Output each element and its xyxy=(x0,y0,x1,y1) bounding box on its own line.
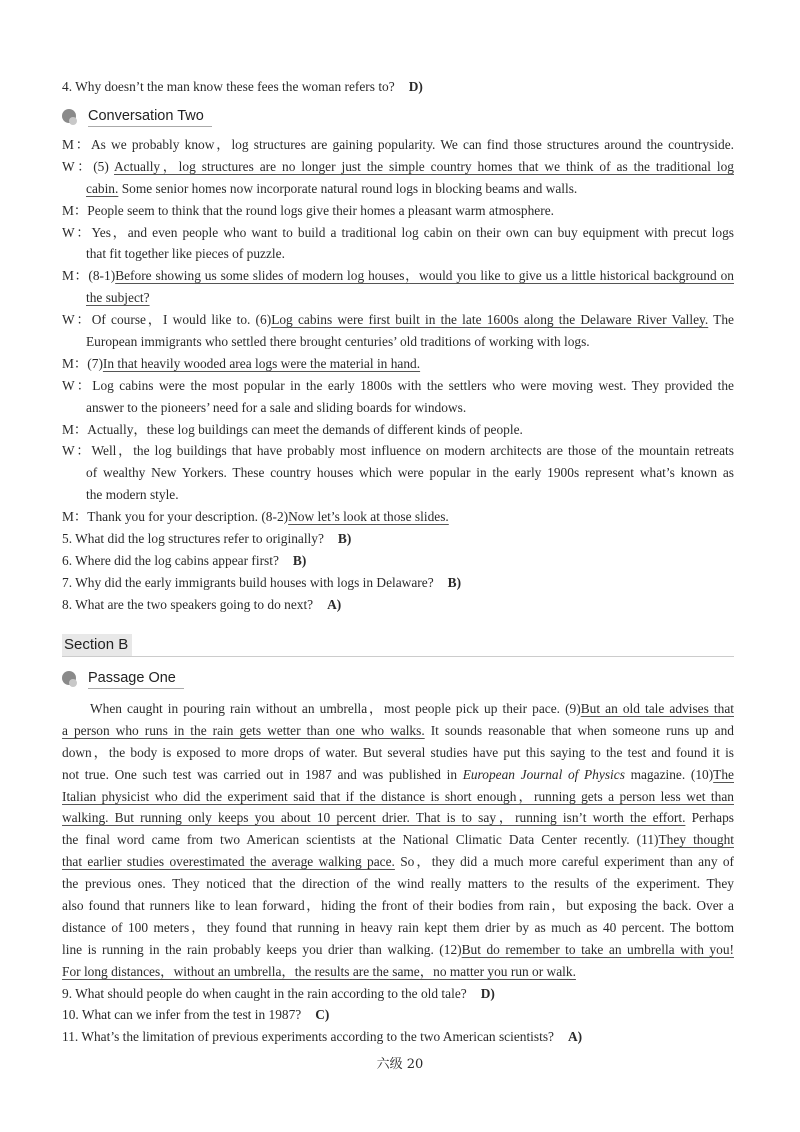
text-segment: M：People seem to think that the round logs give their homes a pleasant warm atmosphere. xyxy=(62,202,554,218)
text-line xyxy=(62,528,734,550)
passage-one-title: Passage One xyxy=(88,669,184,689)
text-line xyxy=(62,742,734,764)
question-4 xyxy=(62,76,734,98)
answer-letter: A) xyxy=(568,1029,583,1045)
text-segment: line is running in the rain probably keeps you drier than walking. (12) xyxy=(62,941,462,957)
text-segment: 6. Where did the log cabins appear first? xyxy=(62,552,279,568)
text-line xyxy=(62,550,734,572)
text-line xyxy=(62,895,734,917)
underlined-answer-text: In that heavily wooded area logs were the material in hand. xyxy=(102,355,421,371)
text-line xyxy=(62,134,734,156)
text-line xyxy=(62,873,734,895)
text-segment: not true. One such test was carried out in 1987 and was published in xyxy=(62,766,463,782)
text-segment: M：Actually，these log buildings can meet the demands of different kinds of people. xyxy=(62,421,523,437)
text-segment: European immigrants who settled there brought centuries’ old traditions of working with logs. xyxy=(86,334,590,350)
text-line xyxy=(62,178,734,200)
text-segment: 7. Why did the early immigrants build houses with logs in Delaware? xyxy=(62,574,434,590)
underlined-answer-text: They thought xyxy=(658,832,734,848)
text-segment: It sounds reasonable that when someone runs up and xyxy=(424,722,734,738)
underlined-answer-text: Before showing us some slides of modern log houses，would you like to give us a little historical background on xyxy=(115,268,734,284)
text-line xyxy=(62,698,734,720)
text-line xyxy=(62,222,734,244)
text-segment: W：Well，the log buildings that have probably most influence on modern architects are those of the mountain retreats xyxy=(62,443,734,459)
section-b-title: Section B xyxy=(62,634,132,656)
text-line xyxy=(62,440,734,462)
text-line xyxy=(62,851,734,873)
answer-letter: D) xyxy=(408,79,423,94)
text-segment: W：(5) xyxy=(62,158,115,174)
text-line xyxy=(62,983,734,1005)
bullet-circles-icon xyxy=(62,671,78,687)
text-line xyxy=(62,156,734,178)
text-line xyxy=(62,265,734,287)
underlined-answer-text: walking. But running only keeps you about 10 percent drier. That is to say，running isn’t worth the effort. xyxy=(62,810,686,826)
underlined-answer-text: For long distances，without an umbrella，the results are the same，no matter you run or walk. xyxy=(62,963,576,979)
text-segment: The xyxy=(708,312,734,328)
text-segment: 4. Why doesn’t the man know these fees the woman refers to? xyxy=(62,79,395,94)
text-segment: also found that runners like to lean forward，hiding the front of their bodies from rain，but exposing the back. Over a xyxy=(62,898,734,914)
text-segment: M：As we probably know，log structures are gaining popularity. We can find those structures around the countryside. xyxy=(62,137,734,152)
text-line xyxy=(62,786,734,808)
text-line xyxy=(62,200,734,222)
text-segment: that fit together like pieces of puzzle. xyxy=(86,246,285,262)
text-segment: 11. What’s the limitation of previous experiments according to the two American scientists? xyxy=(62,1029,554,1045)
text-segment: 10. What can we infer from the test in 1987? xyxy=(62,1007,302,1023)
text-line xyxy=(62,764,734,786)
underlined-answer-text: cabin. xyxy=(86,180,119,196)
text-line xyxy=(62,484,734,506)
text-segment: 8. What are the two speakers going to do next? xyxy=(62,596,314,612)
underlined-answer-text: that earlier studies overestimated the average walking pace. xyxy=(62,854,395,870)
underlined-answer-text: Log cabins were first built in the late 1600s along the Delaware River Valley. xyxy=(271,312,709,328)
text-segment: 9. What should people do when caught in the rain according to the old tale? xyxy=(62,985,467,1001)
page-number: 六级 20 xyxy=(376,1057,424,1072)
text-line xyxy=(62,829,734,851)
answer-letter: B) xyxy=(292,552,307,568)
text-line xyxy=(62,375,734,397)
text-segment: 5. What did the log structures refer to originally? xyxy=(62,531,324,547)
answer-letter: B) xyxy=(447,574,462,590)
text-segment: So，they did a much more careful experiment than any of xyxy=(394,854,734,870)
underlined-answer-text: Actually，log structures are no longer just the simple country homes that we think of as the traditional log xyxy=(114,158,734,174)
question-line xyxy=(62,76,734,98)
underlined-answer-text: The xyxy=(713,766,734,782)
conversation-transcript xyxy=(62,134,734,616)
text-line xyxy=(62,939,734,961)
text-line xyxy=(62,594,734,616)
text-segment: W：Log cabins were the most popular in the early 1800s with the settlers who were moving west. They provided the xyxy=(62,377,734,393)
text-line xyxy=(62,331,734,353)
underlined-answer-text: But do remember to take an umbrella with you! xyxy=(461,941,734,957)
section-b-heading xyxy=(62,634,734,657)
text-segment: M：(8-1) xyxy=(62,268,116,284)
conversation-two-title: Conversation Two xyxy=(88,107,212,127)
text-line xyxy=(62,287,734,309)
text-segment: the modern style. xyxy=(86,487,179,503)
underlined-answer-text: Now let’s look at those slides. xyxy=(288,509,449,525)
text-segment: W：Yes，and even people who want to build a traditional log cabin on their own can buy equipment with precut logs xyxy=(62,224,734,240)
underlined-answer-text: Italian physicist who did the experiment said that if the distance is short enough，running gets a person less wet than xyxy=(62,788,734,804)
underlined-answer-text: the subject? xyxy=(86,290,150,306)
text-segment: M：Thank you for your description. (8-2) xyxy=(62,509,289,525)
text-segment: Some senior homes now incorporate natural round logs in blocking beams and walls. xyxy=(118,180,578,196)
text-line xyxy=(62,1026,734,1048)
underlined-answer-text: But an old tale advises that xyxy=(580,701,734,716)
text-segment: European Journal of Physics xyxy=(462,766,625,782)
text-line xyxy=(62,720,734,742)
text-segment: When caught in pouring rain without an umbrella，most people pick up their pace. (9) xyxy=(90,701,581,716)
text-line xyxy=(62,462,734,484)
text-line xyxy=(62,309,734,331)
answer-letter: A) xyxy=(327,596,342,612)
text-segment: Perhaps xyxy=(685,810,734,826)
text-line xyxy=(62,961,734,983)
text-line xyxy=(62,353,734,375)
text-line xyxy=(62,397,734,419)
text-line xyxy=(62,243,734,265)
text-segment: the final word came from two American scientists at the National Climatic Data Center recently. (11) xyxy=(62,832,659,848)
text-line xyxy=(62,807,734,829)
text-segment: down，the body is exposed to more drops of water. But several studies have put this saying to the test and found it is xyxy=(62,744,734,760)
text-segment: answer to the pioneers’ need for a sale and sliding boards for windows. xyxy=(86,399,467,415)
text-line xyxy=(62,572,734,594)
bullet-circles-icon xyxy=(62,109,78,125)
answer-letter: B) xyxy=(337,531,352,547)
underlined-answer-text: a person who runs in the rain gets wetter than one who walks. xyxy=(62,722,425,738)
text-line xyxy=(62,506,734,528)
text-segment: the previous ones. They noticed that the direction of the wind really matters to the results of the experiment. They xyxy=(62,876,734,892)
text-segment: distance of 100 meters，they found that running in heavy rain kept them drier by as much as 40 percent. The bottom xyxy=(62,919,734,935)
text-segment: magazine. (10) xyxy=(624,766,714,782)
text-segment: of wealthy New Yorkers. These country houses which were popular in the early 1900s represent what’s known as xyxy=(86,465,734,481)
answer-letter: C) xyxy=(315,1007,330,1023)
text-segment: M：(7) xyxy=(62,355,103,371)
text-line xyxy=(62,917,734,939)
answer-letter: D) xyxy=(480,985,495,1001)
text-line xyxy=(62,419,734,441)
text-line xyxy=(62,1004,734,1026)
text-segment: W：Of course，I would like to. (6) xyxy=(62,312,272,328)
passage-text xyxy=(62,698,734,1048)
